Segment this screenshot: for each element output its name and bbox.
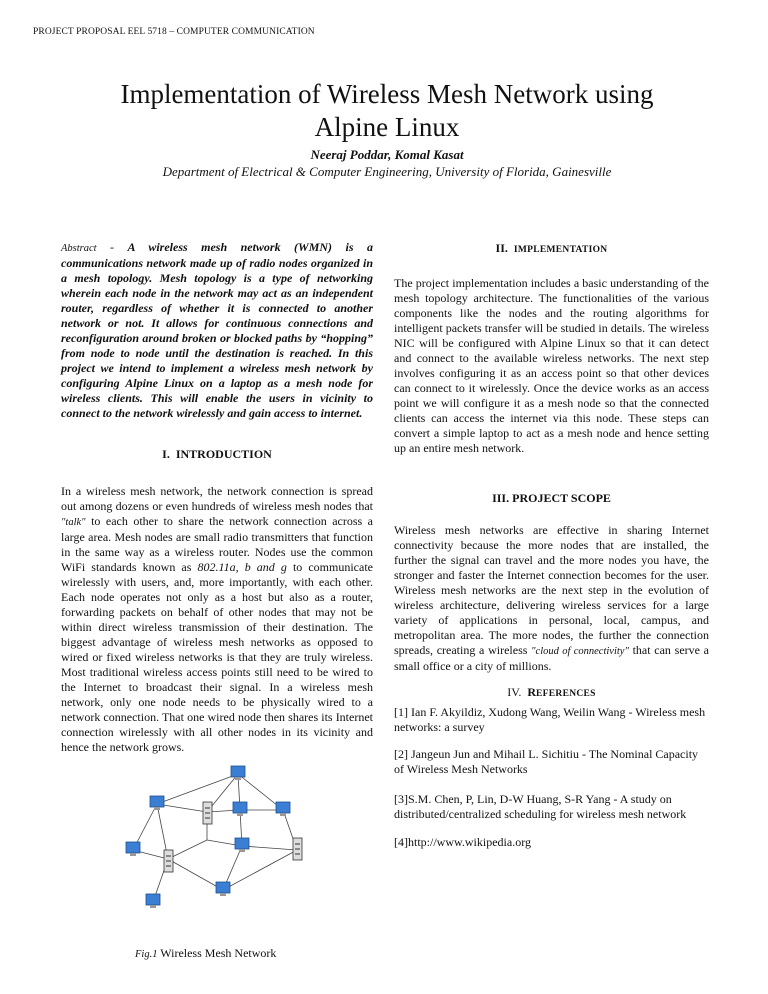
figure-caption — [135, 946, 276, 961]
intro-number: I. — [162, 447, 170, 461]
running-head: PROJECT PROPOSAL EEL 5718 – COMPUTER COMMUNICATION — [33, 27, 315, 37]
reference-item: [3]S.M. Chen, P, Lin, D-W Huang, S-R Yang - A study on distributed/centralized scheduling for wireless mesh network — [394, 792, 687, 821]
paper-title — [60, 78, 714, 144]
intro-heading — [61, 447, 373, 462]
intro-text-2: to each other to share the network connection across a large area. Mesh nodes are small radio transmitters that function in the same way as a wireless router. Nodes use the common WiFi standards known as — [61, 514, 373, 574]
references-number: IV. — [507, 685, 522, 699]
scope-title: PROJECT SCOPE — [512, 491, 611, 505]
intro-text-3: to communicate wirelessly with users, and, more importantly, with each other. Each node operates not only as a host but also as a router, forwarding packets on behalf of other nodes that may not be within direct wireless transmission of their destination. The biggest advantage of wireless mesh networks as opposed to wired or fixed wireless networks is that they are truly wireless. Most traditional wireless access points still need to be wired to the Internet to broadcast their signal. In a wireless mesh network, only one node needs to be physically wired to a network connection. That one wired node then shares its Internet connection wirelessly with all other nodes in its vicinity and hence the network grows. — [61, 560, 373, 754]
abstract-text: A wireless mesh network (WMN) is a communications network made up of radio nodes organized in a mesh topology. Mesh topology is a type of networking wherein each node in the network may act as an independent router, regardless of whether it is connected to another network or not. It allows for continuous connections and reconfiguration around broken or blocked paths by “hopping” from node to node until the destination is reached. In this project we intend to implement a wireless mesh network by configuring Alpine Linux on a laptop as a mesh node for wireless clients. This will enable the users in vicinity to connect to the network wirelessly and gain access to internet. — [61, 240, 373, 420]
abstract — [61, 240, 373, 421]
implementation-number: II. — [495, 241, 508, 255]
affiliation: Department of Electrical & Computer Engineering, University of Florida, Gainesville — [162, 164, 612, 179]
figure-label: Fig.1 — [135, 949, 158, 960]
intro-title: INTRODUCTION — [175, 447, 272, 461]
intro-talk: "talk" — [61, 517, 86, 528]
implementation-body: The project implementation includes a basic understanding of the mesh topology architecture. The functionalities of the various components like the nodes and the routing algorithms for intelligent packets transfer will be studied in details. The wireless NIC will be configured with Alpine Linux so that it can detect and connect to the available wireless networks. The next step involves configuring it as an access point so that other devices can connect to it wirelessly. Once the device works as an access point we will configure it as a mesh node so that the connected clients can access the internet via this node. These steps can convert a simple laptop to act as a mesh node and hence setting up an entire mesh network. — [394, 276, 709, 455]
intro-body — [61, 484, 373, 755]
scope-text-2: that can serve a small office or a city of millions. — [394, 643, 710, 673]
references-heading — [394, 685, 709, 700]
scope-number: III. — [492, 491, 510, 505]
references-title: EFERENCES — [536, 689, 596, 699]
abstract-dash: - — [96, 240, 128, 254]
mesh-network-figure — [125, 762, 325, 922]
implementation-heading — [394, 241, 709, 256]
references-initial: R — [527, 685, 537, 699]
title-line-2: Alpine Linux — [314, 112, 460, 142]
abstract-label: Abstract — [61, 243, 97, 254]
implementation-title: IMPLEMENTATION — [513, 245, 608, 255]
scope-text-1: Wireless mesh networks are effective in sharing Internet connectivity because the more nodes that are installed, the further the signal can travel and the more nodes you have, the stronger and faster the Internet connection becomes for the user. Wireless mesh networks are the next step in the evolution of wireless architecture, delivering wireless services for a large variety of applications in personal, local, campus, and metropolitan area. The more nodes, the further the connection spreads, creating a wireless — [394, 523, 709, 657]
scope-body — [394, 523, 709, 674]
authors: Neeraj Poddar, Komal Kasat — [310, 147, 464, 162]
intro-standards: 802.11a, b and g — [197, 560, 287, 574]
intro-text-1: In a wireless mesh network, the network connection is spread out among dozens or even hundreds of wireless mesh nodes that — [61, 484, 373, 513]
reference-item[interactable]: [4]http://www.wikipedia.org — [394, 835, 531, 849]
mesh-nodes — [126, 766, 302, 908]
scope-heading — [394, 491, 709, 506]
title-line-1: Implementation of Wireless Mesh Network using — [120, 79, 654, 109]
reference-item: [2] Jangeun Jun and Mihail L. Sichitiu - The Nominal Capacity of Wireless Mesh Networks — [394, 747, 699, 776]
figure-caption-text: Wireless Mesh Network — [160, 946, 277, 960]
scope-cloud: "cloud of connectivity" — [531, 646, 629, 657]
reference-item: [1] Ian F. Akyildiz, Xudong Wang, Weilin Wang - Wireless mesh networks: a survey — [394, 705, 706, 734]
